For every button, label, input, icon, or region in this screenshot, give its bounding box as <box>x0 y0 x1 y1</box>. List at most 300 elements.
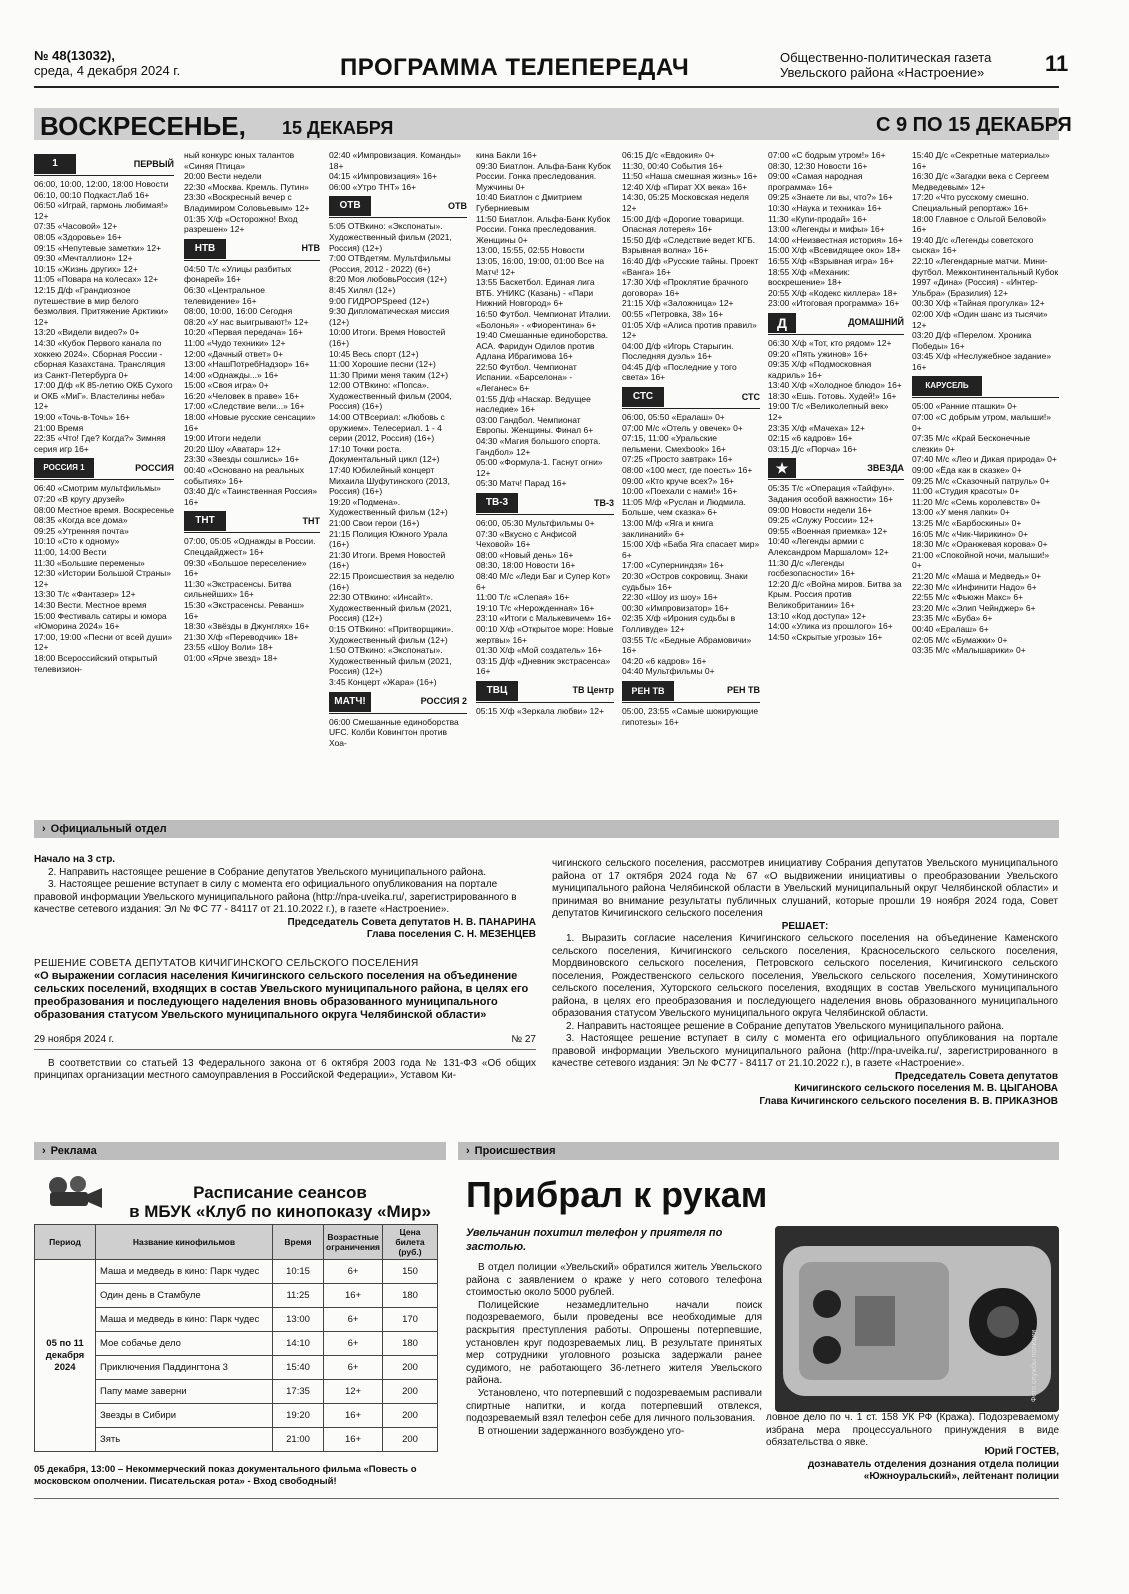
paragraph: Установлено, что потерпевший с подозреваемым распивали спиртные напитки, и когда потерпевший отвлекся, подозреваемый взял телефон себе для личного пользования. <box>466 1387 762 1425</box>
program-entry: 07:40 М/с «Лео и Дикая природа» 0+ <box>912 454 1057 465</box>
program-entry: 15:00 «Своя игра» 0+ <box>184 380 269 391</box>
period-cell: 05 по 11 декабря 2024 <box>35 1260 96 1452</box>
program-entry: 8:20 Моя любовьРоссия (12+) <box>329 274 447 285</box>
program-entry: 7:00 ОТВдетям. Мультфильмы (Россия, 2012 - 2022) (6+) <box>329 253 451 274</box>
program-entry: 03:20 Д/ф «Перелом. Хроника Победы» 16+ <box>912 330 1032 351</box>
channel-logo: 1 <box>34 154 76 174</box>
cell-time: 17:35 <box>273 1380 324 1404</box>
issue-number: № 48(13032), <box>34 48 115 63</box>
channel-name: ДОМАШНИЙ <box>848 317 904 328</box>
program-entry: 13:30 Т/с «Фантазер» 12+ <box>34 589 136 600</box>
program-entry: 18:30 «Ешь. Готовь. Худей!» 16+ <box>768 390 897 401</box>
channel-header-otv <box>329 195 467 218</box>
cell-price: 180 <box>383 1332 438 1356</box>
film-camera-icon <box>38 1174 110 1210</box>
channel-logo: Д <box>768 313 796 333</box>
program-entry: 11:50 Биатлон. Альфа-Банк Кубок России. Гонка преследования. Женщины 0+ <box>476 213 611 245</box>
program-entry: 17:00 «Следствие вели...» 16+ <box>184 401 305 412</box>
program-entry: 07:00 М/с «Отель у овечек» 0+ <box>622 422 743 433</box>
chevron-right-icon: › <box>42 822 46 835</box>
program-entry: 17:00 Д/ф «К 85-летию ОКБ Сухого и ОКБ «МиГ». Властелины неба» 12+ <box>34 380 173 412</box>
channel-header-sts <box>622 386 760 409</box>
program-entry: 17:30 Х/ф «Проклятие брачного договора» 16+ <box>622 277 749 298</box>
chevron-right-icon: › <box>42 1144 46 1157</box>
program-entry: 21:15 Х/ф «Заложница» 12+ <box>622 298 734 309</box>
program-entry: 07:00 «С добрым утром, малыши!» 0+ <box>912 412 1051 433</box>
program-entry: 11:30 «Большие перемены» <box>34 557 145 568</box>
program-entry: 00:55 «Петровка, 38» 16+ <box>622 308 724 319</box>
program-entry: 06:10, 00:10 Подкаст.Лаб 16+ <box>34 189 150 200</box>
paragraph: В соответствии со статьей 13 Федерального закона от 6 октября 2003 года № 131-ФЗ «Об общих принципах организации местного самоуправления в Российской Федерации», Уставом Ки- <box>34 1057 536 1081</box>
channel-header-rossiya <box>34 457 174 480</box>
program-entry: 8:45 Хилял (12+) <box>329 284 396 295</box>
table-row <box>35 1404 438 1428</box>
table-header-row <box>35 1225 438 1260</box>
program-list <box>34 179 174 454</box>
tv-column-3 <box>329 150 467 800</box>
channel-name: ЗВЕЗДА <box>867 462 904 473</box>
program-entry: 09:35 Х/ф «Подмосковная кадриль» 16+ <box>768 359 872 380</box>
channel-name: РОССИЯ <box>135 462 174 473</box>
program-entry: 14:00 «Неизвестная история» 16+ <box>768 234 903 245</box>
program-entry: 08:00 Местное время. Воскресенье <box>34 504 174 515</box>
channel-logo: ТВЦ <box>476 681 518 701</box>
program-entry: 11:00 «Студия красоты» 0+ <box>912 486 1020 497</box>
program-entry: 11:30 Прими меня таким (12+) <box>329 369 449 380</box>
program-entry: 10:30 «Наука и техника» 16+ <box>768 202 882 213</box>
program-entry: 21:15 Полиция Южного Урала (16+) <box>329 528 448 550</box>
tv-column-1 <box>34 150 174 800</box>
cinema-title-line1: Расписание сеансов <box>193 1183 367 1202</box>
program-entry: 10:15 «Жизнь других» 12+ <box>34 263 138 274</box>
program-entry: 17:10 Точки роста. Документальный цикл (12+) <box>329 443 440 465</box>
program-entry: 12:15 Д/ф «Грандиозное путешествие в мир белого безмолвия. Притяжение Арктики» 12+ <box>34 284 169 327</box>
program-list <box>622 706 760 727</box>
channel-header-match <box>329 691 467 714</box>
article-title: Прибрал к рукам <box>466 1174 768 1215</box>
program-entry: 18:00 «Новые русские сенсации» 16+ <box>184 412 316 433</box>
decision-title: «О выражении согласия населения Кичигинского сельского поселения на объединение сельских поселений, входящих в состав Увельского муниципального района, в целях его преобразования и последующего наделения вновь образованного муниципального образования статусом Увельского муниципального округа Челябинской области» <box>34 970 529 1021</box>
channel-logo: РЕН ТВ <box>622 681 674 701</box>
program-entry: 08:00 «100 мест, где поесть» 16+ <box>622 465 753 476</box>
table-row <box>35 1332 438 1356</box>
program-entry: 00:30 «Импровизатор» 16+ <box>622 602 729 613</box>
cell-film: Зять <box>96 1428 273 1452</box>
program-entry: 05:00 «Формула-1. Гаснут огни» 12+ <box>476 457 603 478</box>
program-entry: 14:30 «Кубок Первого канала по хоккею 2024». Сборная России - сборная Казахстана. Трансляция из Санкт-Петербурга 0+ <box>34 337 166 380</box>
program-entry: 18:00 Главное с Ольгой Беловой» 16+ <box>912 213 1047 235</box>
program-entry: 06:00, 05:30 Мультфильмы 0+ <box>476 518 595 528</box>
program-entry: 00:40 «Основано на реальных событиях» 16+ <box>184 465 304 486</box>
program-entry: 14:00 «Улика из прошлого» 16+ <box>768 621 893 632</box>
program-entry: кина Бакли 16+ <box>476 150 537 160</box>
paragraph: 2. Направить настоящее решение в Собрание депутатов Увельского муниципального района. <box>48 866 487 878</box>
table-row <box>35 1356 438 1380</box>
author-role: дознаватель отделения дознания отдела полиции <box>807 1458 1059 1470</box>
paragraph: 2. Направить настоящее решение в Собрание депутатов Увельского муниципального района. <box>566 1020 1005 1032</box>
program-entry: 09:25 «Утренняя почта» <box>34 525 129 536</box>
program-entry: 15:50 Д/ф «Следствие ведет КГБ. Взрывная волна» 16+ <box>622 234 756 256</box>
signature: Председатель Совета депутатов Н. В. ПАНАРИНА <box>287 916 536 928</box>
program-list <box>329 221 467 687</box>
day-name: ВОСКРЕСЕНЬЕ, <box>40 111 246 141</box>
channel-header-karusel <box>912 375 1059 398</box>
channel-name: СТС <box>741 391 760 402</box>
program-entry: 9:00 ГИДРОРSpeed (12+) <box>329 295 430 306</box>
program-entry: 3:45 Концерт «Жара» (16+) <box>329 676 437 687</box>
program-list <box>329 717 467 749</box>
program-entry: 13:00 «Легенды и мифы» 16+ <box>768 224 885 235</box>
program-entry: 9:30 Дипломатическая миссия (12+) <box>329 306 450 327</box>
tv-column-7 <box>912 150 1059 800</box>
program-entry: 23:20 М/с «Элип Чейнджер» 6+ <box>912 602 1036 613</box>
cell-age: 6+ <box>324 1308 383 1332</box>
program-entry: 03:40 Д/с «Таинственная Россия» 16+ <box>184 486 318 507</box>
program-entry: 22:30 «Москва. Кремль. Путин» <box>184 181 309 192</box>
section-title: Официальный отдел <box>50 822 167 835</box>
cell-time: 10:15 <box>273 1260 324 1284</box>
table-row <box>35 1260 438 1284</box>
program-entry: 16:55 Х/ф «Взрывная игра» 16+ <box>768 255 894 266</box>
tv-column-4 <box>476 150 614 800</box>
program-entry: 19:00 Итоги недели <box>184 433 261 444</box>
program-entry: 03:35 М/с «Малышарики» 0+ <box>912 645 1026 656</box>
program-list <box>476 518 614 677</box>
program-entry: 06:00, 10:00, 12:00, 18:00 Новости <box>34 179 169 189</box>
program-entry: 21:30 Итоги. Время Новостей (16+) <box>329 549 446 571</box>
program-entry: 11:00 Т/с «Слепая» 16+ <box>476 592 570 603</box>
program-entry: 06:40 «Смотрим мультфильмы» <box>34 483 161 494</box>
program-entry: 15:00 Фестиваль сатиры и юмора «Юморина 2024» 16+ <box>34 610 167 632</box>
program-entry: 06:30 «Центральное телевидение» 16+ <box>184 284 265 306</box>
channel-header-tv3 <box>476 492 614 515</box>
program-entry: 12:40 Х/ф «Пират XX века» 16+ <box>622 181 748 192</box>
program-entry: 09:25 «Знаете ли вы, что?» 16+ <box>768 192 893 203</box>
cell-price: 200 <box>383 1356 438 1380</box>
program-entry: 11:30 «Купи-продай» 16+ <box>768 213 867 224</box>
program-list <box>768 483 904 642</box>
program-entry: 04:30 «Магия большого спорта. Гандбол» 12+ <box>476 436 601 457</box>
program-entry: 03:45 Х/ф «Неслужебное задание» 16+ <box>912 351 1052 372</box>
cell-price: 180 <box>383 1284 438 1308</box>
channel-header-domashniy <box>768 312 904 335</box>
tv-column-2 <box>184 150 320 800</box>
program-entry: 21:00 Свои герои (16+) <box>329 518 420 528</box>
program-entry: 08:00, 10:00, 16:00 Сегодня <box>184 306 293 317</box>
column-header: Цена билета (руб.) <box>383 1225 438 1260</box>
program-entry: 09:30 Биатлон. Альфа-Банк Кубок России. Гонка преследования. Мужчины 0+ <box>476 160 611 192</box>
program-entry: 13:10 «Код доступа» 12+ <box>768 610 867 621</box>
program-entry: 16:20 «Человек в праве» 16+ <box>184 390 300 401</box>
program-entry: 21:00 «Спокойной ночи, малыши!» 0+ <box>912 549 1050 571</box>
cell-film: Папу маме заверни <box>96 1380 273 1404</box>
channel-header-tvc <box>476 680 614 703</box>
continuation-label: Начало на 3 стр. <box>34 854 116 865</box>
program-entry: 04:15 «Импровизация» 16+ <box>329 171 437 182</box>
program-entry: 01:05 Х/ф «Алиса против правил» 12+ <box>622 319 757 341</box>
paragraph: чигинского сельского поселения, рассмотрев инициативу Собрания депутатов Увельского муниципального района от 17 октября 2024 года № 67 «О выдвижении инициативы о преобразовании Увельского муниципального района Челябинской области в Увельский муниципальный округ Челябинской области» и принимая во внимание результаты публичных слушаний, которые прошли 19 ноября 2024 года, Совет депутатов Кичигинского сельского поселения <box>552 858 1058 919</box>
program-entry: 22:50 Футбол. Чемпионат Испании. «Барселона» - «Леганес» 6+ <box>476 361 577 394</box>
program-entry: 09:15 «Непутевые заметки» 12+ <box>34 242 162 253</box>
program-entry: 20:00 Вести недели <box>184 171 262 182</box>
program-entry: 14:00 «Однажды...» 16+ <box>184 369 279 380</box>
program-entry: 14:30, 05:25 Московская неделя 12+ <box>622 192 749 213</box>
table-row <box>35 1308 438 1332</box>
cell-film: Звезды в Сибири <box>96 1404 273 1428</box>
program-entry: 23:00 «Итоговая программа» 16+ <box>768 298 900 309</box>
header-rule <box>34 86 1059 88</box>
ads-section-bar <box>34 1142 446 1160</box>
channel-name: ТНТ <box>302 515 320 526</box>
cell-age: 6+ <box>324 1332 383 1356</box>
program-entry: 22:30 ОТВкино: «Инсайт». Художественный фильм (2021, Россия) (12+) <box>329 592 452 624</box>
program-entry: 17:00, 19:00 «Песни от всей души» 12+ <box>34 631 173 653</box>
program-entry: 08:40 М/с «Леди Баг и Супер Кот» 6+ <box>476 570 611 592</box>
program-entry: 06:00 Смешанные единоборства UFC. Колби Ковингтон против Хоа- <box>329 716 459 748</box>
program-entry: 13:40 Х/ф «Холодное блюдо» 16+ <box>768 380 902 391</box>
program-entry: 11:20 М/с «Семь королевств» 0+ <box>912 496 1041 507</box>
program-list <box>34 483 174 674</box>
article-lead: Увельчанин похитил телефон у приятеля по застолью. <box>466 1227 723 1253</box>
decision-date: 29 ноября 2024 г. <box>34 1034 114 1045</box>
program-entry: 13:00, 15:55, 02:55 Новости <box>476 245 585 256</box>
program-entry: 04:45 Д/ф «Последние у того света» 16+ <box>622 361 737 383</box>
paper-info <box>780 50 1020 80</box>
paper-line-2: Увельского района «Настроение» <box>780 65 985 80</box>
program-entry: 02:15 «6 кадров» 16+ <box>768 433 853 444</box>
cell-age: 16+ <box>324 1404 383 1428</box>
cell-time: 14:10 <box>273 1332 324 1356</box>
page-number: 11 <box>1045 51 1069 76</box>
program-entry: 02:40 «Импровизация. Команды» 18+ <box>329 150 461 171</box>
program-entry: 11:00, 14:00 Вести <box>34 547 107 557</box>
program-entry: 18:55 Х/ф «Механик: воскрешение» 18+ <box>768 266 850 288</box>
program-entry: 14:00 ОТВсериал: «Любовь с оружием». Телесериал. 1 - 4 серии (2012, Россия) (16+) <box>329 412 445 444</box>
program-entry: 15:00 Х/ф «Всевидящее око» 18+ <box>768 245 901 256</box>
program-entry: 23:55 «Шоу Воли» 18+ <box>184 642 273 653</box>
program-entry: 14:30 Вести. Местное время <box>34 599 147 610</box>
program-entry: 05:30 Матч! Парад 16+ <box>476 478 567 489</box>
program-entry: 17:20 «Что русскому смешно. Специальный репортаж» 16+ <box>912 192 1029 213</box>
program-entry: 08:05 «Здоровье» 16+ <box>34 231 122 242</box>
cell-price: 200 <box>383 1428 438 1452</box>
section-title: Реклама <box>50 1144 97 1157</box>
article-body <box>466 1262 762 1438</box>
program-list <box>912 401 1059 655</box>
cinema-title-line2: в МБУК «Клуб по кинопоказу «Мир» <box>129 1202 431 1221</box>
program-entry: 07:30 «Вкусно с Анфисой Чеховой» 16+ <box>476 528 577 550</box>
program-entry: 13:00 М/ф «Яга и книга заклинаний» 6+ <box>622 518 714 539</box>
program-entry: 01:55 Д/ф «Наскар. Ведущее наследие» 16+ <box>476 393 591 415</box>
cell-age: 6+ <box>324 1356 383 1380</box>
column-header: Период <box>35 1225 96 1260</box>
program-entry: 15:40 Д/с «Секретные материалы» 16+ <box>912 150 1050 171</box>
program-entry: 21:00 Время <box>34 422 84 433</box>
cell-film: Маша и медведь в кино: Парк чудес <box>96 1260 273 1284</box>
cell-price: 200 <box>383 1404 438 1428</box>
channel-header-tnt <box>184 510 320 533</box>
program-entry: 07:25 «Просто завтрак» 16+ <box>622 454 733 465</box>
decision-meta <box>34 1034 536 1050</box>
chevron-right-icon: › <box>466 1144 470 1157</box>
program-entry: 07:35 М/с «Край Бесконечные слезки» 0+ <box>912 433 1031 454</box>
program-entry: 09:20 «Пять ужинов» 16+ <box>768 348 868 359</box>
program-entry: 08:35 «Когда все дома» <box>34 515 128 526</box>
program-entry: 09:30 «Большое переселение» 16+ <box>184 557 307 579</box>
channel-name: ОТВ <box>448 200 467 211</box>
program-entry: 02:35 Х/ф «Ирония судьбы в Голливуде» 12+ <box>622 613 736 634</box>
program-entry: 00:30 Х/ф «Тайная прогулка» 12+ <box>912 298 1045 309</box>
program-entry: 23:30 «Звезды сошлись» 16+ <box>184 454 300 465</box>
program-entry: 18:30 «Звёзды в Джунглях» 16+ <box>184 621 310 632</box>
program-entry: 05:00, 23:55 «Самые шокирующие гипотезы» 16+ <box>622 705 759 727</box>
program-entry: 11:30 Д/с «Легенды госбезопасности» 16+ <box>768 557 856 579</box>
program-entry: 10:40 «Легенды армии с Александром Маршалом» 12+ <box>768 536 889 557</box>
channel-name: ТВ-3 <box>594 497 614 508</box>
channel-name: НТВ <box>301 243 320 254</box>
program-entry: 02:05 М/с «Бумажки» 0+ <box>912 634 1008 645</box>
cell-film: Маша и медведь в кино: Парк чудес <box>96 1308 273 1332</box>
channel-logo: КАРУСЕЛЬ <box>912 376 982 396</box>
program-entry: 02:00 Х/ф «Один шанс из тысячи» 12+ <box>912 308 1048 330</box>
program-entry: 13:25 М/с «Барбоскины» 0+ <box>912 518 1022 528</box>
program-entry: 22:15 Происшествия за неделю (16+) <box>329 570 455 592</box>
program-entry: 11:30, 00:40 События 16+ <box>622 160 723 171</box>
program-entry: 08:30, 12:30 Новости 16+ <box>768 160 868 171</box>
program-entry: 5:05 ОТВкино: «Экспонаты». Художественный фильм (2021, Россия) (12+) <box>329 221 452 253</box>
program-list <box>184 536 320 663</box>
star-icon: ★ <box>768 458 796 478</box>
program-entry: 09:00 «Ёда как в сказке» 0+ <box>912 465 1022 476</box>
program-entry: 11:05 «Повара на колесах» 12+ <box>34 274 159 285</box>
program-entry: 04:00 Д/ф «Игорь Старыгин. Последняя дуэль» 16+ <box>622 340 734 362</box>
program-entry: 06:50 «Играй, гармонь любимая!» 12+ <box>34 200 169 221</box>
program-entry: 1:50 ОТВкино: «Экспонаты». Художественный фильм (2021, Россия) (12+) <box>329 645 452 677</box>
program-entry: 15:00 Д/ф «Дорогие товарищи. Опасная лотерея» 16+ <box>622 213 745 235</box>
program-entry: 11:50 «Наша смешная жизнь» 16+ <box>622 171 758 182</box>
program-entry: 13:00 «У меня лапки» 0+ <box>912 507 1010 518</box>
program-entry: 16:30 Д/с «Загадки века с Сергеем Медведевым» 12+ <box>912 171 1049 192</box>
program-entry: 19:20 «Подмена». Художественный фильм (12+) <box>329 496 448 518</box>
program-entry: 12:00 ОТВкино: «Попса». Художественный фильм (2004, Россия) (16+) <box>329 380 452 412</box>
week-range: С 9 ПО 15 ДЕКАБРЯ <box>876 114 1072 136</box>
program-entry: 05:35 Т/с «Операция «Тайфун». Задания особой важности» 16+ <box>768 483 895 505</box>
program-entry: 19:40 Д/с «Легенды советского сыска» 16+ <box>912 234 1034 256</box>
program-entry: 00:40 «Ералаш» 6+ <box>912 623 989 634</box>
program-entry: 11:00 «Чудо техники» 12+ <box>184 337 286 348</box>
program-list <box>329 150 467 192</box>
program-entry: 15:00 Х/ф «Баба Яга спасает мир» 6+ <box>622 539 760 560</box>
author-name: Юрий ГОСТЕВ, <box>984 1446 1059 1457</box>
cell-age: 6+ <box>324 1260 383 1284</box>
cell-time: 11:25 <box>273 1284 324 1308</box>
program-entry: 09:00 «Самая народная программа» 16+ <box>768 171 863 192</box>
paper-line-1: Общественно-политическая газета <box>780 50 992 65</box>
program-entry: 11:00 Хорошие песни (12+) <box>329 359 436 370</box>
program-entry: 06:00 «Утро ТНТ» 16+ <box>329 181 417 192</box>
program-entry: 11:05 М/ф «Руслан и Людмила. Больше, чем сказка» 6+ <box>622 496 746 518</box>
program-entry: 13:20 «Видели видео?» 0+ <box>34 327 140 338</box>
program-entry: 10:10 «Сто к одному» <box>34 536 120 547</box>
program-entry: 11:30 «Экстрасенсы. Битва сильнейших» 16+ <box>184 578 292 600</box>
program-entry: 12:00 «Дачный ответ» 0+ <box>184 348 283 359</box>
channel-name: РОССИЯ 2 <box>420 696 467 706</box>
channel-header-rentv <box>622 680 760 703</box>
program-entry: 23:35 М/с «Буба» 6+ <box>912 613 993 624</box>
program-entry: 09:25 «Служу России» 12+ <box>768 515 874 526</box>
resolves-label: РЕШАЕТ: <box>781 920 829 932</box>
program-entry: 10:20 «Первая передача» 16+ <box>184 327 303 338</box>
paragraph: В отдел полиции «Увельский» обратился житель Увельского района с заявлением о краже у него сотового телефона стоимостью около 5000 рублей. <box>466 1262 762 1299</box>
program-entry: 14:50 «Скрытые угрозы» 16+ <box>768 631 883 642</box>
section-title: Происшествия <box>474 1144 556 1157</box>
program-entry: 03:00 Гандбол. Чемпионат Европы. Женщины. Финал 6+ <box>476 414 594 436</box>
official-right-column <box>552 858 1058 1108</box>
program-entry: 07:00 «С бодрым утром!» 16+ <box>768 150 886 160</box>
program-entry: 10:00 Итоги. Время Новостей (16+) <box>329 327 446 348</box>
program-entry: 22:30 М/с «Инфинити Надо» 6+ <box>912 581 1037 592</box>
program-entry: 20:55 Х/ф «Кодекс киллера» 18+ <box>768 287 898 298</box>
program-entry: 19:10 Т/с «Нерожденная» 16+ <box>476 602 595 613</box>
official-section-bar <box>34 820 1059 838</box>
paragraph: 3. Настоящее решение вступает в силу с момента его официального опубликования на портале правовой информации Увельского муниципального района (http://npa-uveika.ru/, зарегистрированного в качестве сетевого издания: Эл № ФС 77 - 84117 от 21.10.2022 г.), в газете «Настроение». <box>34 879 517 915</box>
cell-price: 200 <box>383 1380 438 1404</box>
program-entry: 16:50 Футбол. Чемпионат Италии. «Болонья» - «Фиорентина» 6+ <box>476 308 611 330</box>
program-entry: 12:30 «Истории Большой Страны» 12+ <box>34 568 172 589</box>
cinema-schedule-table <box>34 1224 438 1452</box>
program-entry: 06:00, 05:50 «Ералаш» 0+ <box>622 412 725 423</box>
program-list <box>768 150 904 309</box>
program-entry: 01:00 «Ярче звезд» 18+ <box>184 652 278 663</box>
program-list <box>912 150 1059 372</box>
signature: Глава Кичигинского сельского поселения В. В. ПРИКАЗНОВ <box>759 1095 1058 1107</box>
program-list <box>622 150 760 383</box>
program-entry: ный конкурс юных талантов «Синяя Птица» <box>184 150 295 171</box>
program-entry: 09:00 Новости недели 16+ <box>768 504 873 515</box>
program-entry: 18:30 М/с «Оранжевая корова» 0+ <box>912 539 1048 550</box>
issue-info <box>34 48 180 78</box>
program-entry: 13:05, 16:00, 19:00, 01:00 Все на Матч! 12+ <box>476 255 605 277</box>
program-entry: 13:55 Баскетбол. Единая лига ВТБ. УНИКС (Казань) - «Пари Нижний Новгород» 6+ <box>476 277 595 309</box>
program-entry: 12:20 Д/с «Война миров. Битва за Крым. Россия против Великобритании» 16+ <box>768 578 902 610</box>
program-entry: 19:00 «Точь-в-Точь» 16+ <box>34 412 130 423</box>
table-row <box>35 1284 438 1308</box>
program-entry: 17:40 Юбилейный концерт Михаила Шуфутинского (2013, Россия) (16+) <box>329 465 450 497</box>
program-entry: 07:35 «Часовой» 12+ <box>34 221 118 232</box>
channel-logo: ОТВ <box>329 196 371 216</box>
tv-column-5 <box>622 150 760 800</box>
channel-header-ntv <box>184 238 320 261</box>
program-entry: 21:20 М/с «Маша и Медведь» 0+ <box>912 570 1042 581</box>
photo-credit: Фото службы полиции <box>1031 1329 1038 1402</box>
program-list <box>184 264 320 508</box>
article-signature <box>766 1446 1059 1484</box>
program-entry: 08:30, 18:00 Новости 16+ <box>476 560 576 571</box>
column-header: Возрастные ограничения <box>324 1225 383 1260</box>
program-entry: 15:30 «Экстрасенсы. Реванш» 16+ <box>184 599 305 621</box>
footer-rule <box>34 1498 1059 1499</box>
program-entry: 22:35 «Что! Где? Когда?» Зимняя серия игр 16+ <box>34 433 166 454</box>
program-entry: 07:20 «В кругу друзей» <box>34 494 125 505</box>
channel-logo: ТНТ <box>184 511 226 531</box>
program-entry: 18:00 Всероссийский открытый телевизион- <box>34 652 158 674</box>
cell-film: Один день в Стамбуле <box>96 1284 273 1308</box>
phone-photo <box>775 1226 1059 1412</box>
program-entry: 04:20 «6 кадров» 16+ <box>622 655 707 666</box>
program-entry: 10:45 Весь спорт (12+) <box>329 348 419 359</box>
cell-time: 13:00 <box>273 1308 324 1332</box>
cell-time: 15:40 <box>273 1356 324 1380</box>
